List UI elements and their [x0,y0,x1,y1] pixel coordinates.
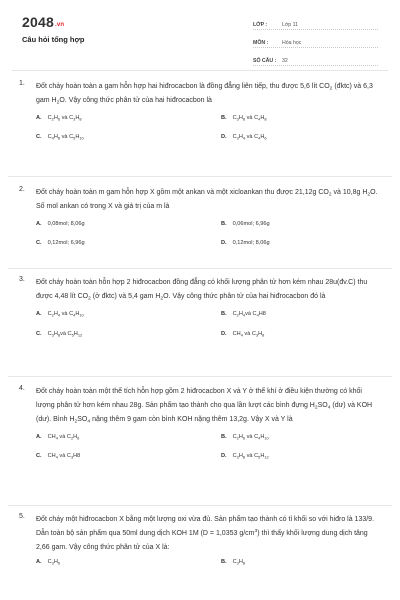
question-3 [8,276,392,348]
option-letter: C. [36,240,42,246]
option-letter: B. [221,221,227,227]
options [36,218,392,258]
options [36,557,392,573]
option-text: $C_3H_8$ và $C_4H_8$ [232,115,267,122]
option-b[interactable] [221,434,269,440]
class-value: Lớp 11 [282,22,298,28]
question-divider [8,505,392,506]
option-d[interactable] [221,240,270,246]
brand-suffix: .vn [54,22,65,28]
meta-info [253,15,378,69]
option-letter: C. [36,453,42,459]
option-text: $C_2H_4và$ $C_4H8$ [232,311,266,318]
question-4 [8,385,392,471]
question-text: Đốt cháy hoàn toàn một thể tích hỗn hợp gồm 2 hiđrocacbon X và Y ở thể khí ở điều kiện thường có khối lượng phân tử hơn kém nhau 28g. Sản phẩm tạo thành cho qua lần lượt các bình đựng $H_2SO_4$ (dư) và KOH (dư). Bình $H_2SO_4$ nặng thêm 9 gam còn bình KOH nặng thêm 13,2g. Vậy X và Y là [36,388,373,425]
option-b[interactable] [221,115,267,121]
option-a[interactable] [36,311,84,317]
options [36,431,392,471]
option-text: $C_2H_6$ và $C_4H_{10}$ [232,434,269,441]
option-d[interactable] [221,331,264,337]
question-number: 1. [19,80,25,87]
question-text: Đốt cháy hoàn toàn hỗn hợp 2 hiđrocacbon đồng đẳng có khối lượng phân tử hơn kém nhau 28u(đv.C) thu được 4,48 lít $CO_2$ (ở đktc) và 5,4 gam $H_2O$. Vậy công thức phân tử của hai hiđrocacbon đó là [36,279,368,302]
option-text: $C_2H_4$ và $C_4H_{10}$ [47,311,84,318]
option-text: 0,08mol; 8,06g [47,221,85,227]
question-divider [8,268,392,269]
option-b[interactable] [221,311,266,317]
option-letter: A. [36,434,42,440]
meta-row-count [253,51,378,66]
class-label: LỚP : [253,22,268,28]
question-text: Đốt cháy một hiđrocacbon X bằng một lượng oxi vừa đủ. Sản phẩm tạo thành có tỉ khối so với hiđro là 133/9. Dẫn toàn bộ sản phẩm qua 50ml dung dịch KOH 1M (D = 1,0353 $g/cm^3$) thì thấy khối lượng dung dịch tăng 2,66 gam. Vậy công thức phân tử của X là: [36,516,375,551]
option-b[interactable] [221,221,270,227]
brand-name: 2048 [22,14,54,30]
page-header [0,0,400,68]
option-text: $CH_4$ và $C_3H8$ [47,453,81,460]
question-number: 3. [19,276,25,283]
option-text: $C_3H_8và$ $C_5H_{12}$ [47,331,83,338]
option-text: $C_3H_8$ và $C_5H_{12}$ [232,453,269,460]
header-divider [12,70,388,71]
option-letter: B. [221,434,227,440]
option-letter: D. [221,134,227,140]
option-a[interactable] [36,559,60,565]
option-c[interactable] [36,240,85,246]
count-value: 32 [282,58,288,64]
question-divider [8,376,392,377]
options [36,112,392,152]
meta-row-subject [253,33,378,48]
option-text: 0,12mol; 8,06g [232,240,270,246]
option-c[interactable] [36,134,84,140]
brand-logo[interactable] [22,14,64,30]
option-letter: A. [36,115,42,121]
question-1 [8,80,392,152]
question-divider [8,176,392,177]
option-d[interactable] [221,453,269,459]
option-letter: C. [36,331,42,337]
option-c[interactable] [36,331,82,337]
option-b[interactable] [221,559,245,565]
option-text: $C_3H_6$ [47,559,61,566]
question-number: 5. [19,513,25,520]
option-c[interactable] [36,453,80,459]
question-5 [8,513,392,573]
option-letter: D. [221,240,227,246]
option-a[interactable] [36,434,79,440]
option-text: $C_3H_8$ [232,559,246,566]
page-subtitle: Câu hỏi tổng hợp [22,35,85,44]
option-letter: A. [36,311,42,317]
question-number: 4. [19,385,25,392]
question-text: Đốt cháy hoàn toàn a gam hỗn hợp hai hiđrocacbon là đồng đẳng liên tiếp, thu được 5,6 lít $CO_2$ (đktc) và 6,3 gam $H_2O$. Vậy công thức phân tử của hai hiđrocacbon là [36,83,373,106]
option-letter: D. [221,453,227,459]
option-letter: B. [221,559,227,565]
subject-label: MÔN : [253,40,269,46]
option-letter: D. [221,331,227,337]
option-text: $C_4H_8$ và $C_5H_{10}$ [47,134,84,141]
option-letter: C. [36,134,42,140]
option-letter: A. [36,221,42,227]
option-letter: B. [221,115,227,121]
option-text: 0,12mol; 6,96g [47,240,85,246]
option-text: $C_2H_6$ và $C_3H_8$ [47,115,82,122]
question-text: Đốt cháy hoàn toàn m gam hỗn hợp X gồm một ankan và một xicloankan thu được 21,12g $CO_2$ và 10,8g $H_2O$. Số mol ankan có trong X và giá trị của m là [36,189,378,210]
option-text: $C_3H_4$ và $C_4H_6$ [232,134,267,141]
meta-row-class [253,15,378,30]
subject-value: Hóa học [282,40,302,46]
option-text: 0,06mol; 6,96g [232,221,270,227]
option-text: $CH_4$ và $C_2H_6$ [47,434,80,441]
option-letter: B. [221,311,227,317]
count-label: SỐ CÂU : [253,58,277,64]
option-letter: A. [36,559,42,565]
option-d[interactable] [221,134,267,140]
option-text: $CH_4$ và $C_3H_8$ [232,331,265,338]
options [36,308,392,348]
option-a[interactable] [36,221,85,227]
question-2 [8,186,392,258]
question-number: 2. [19,186,25,193]
option-a[interactable] [36,115,82,121]
